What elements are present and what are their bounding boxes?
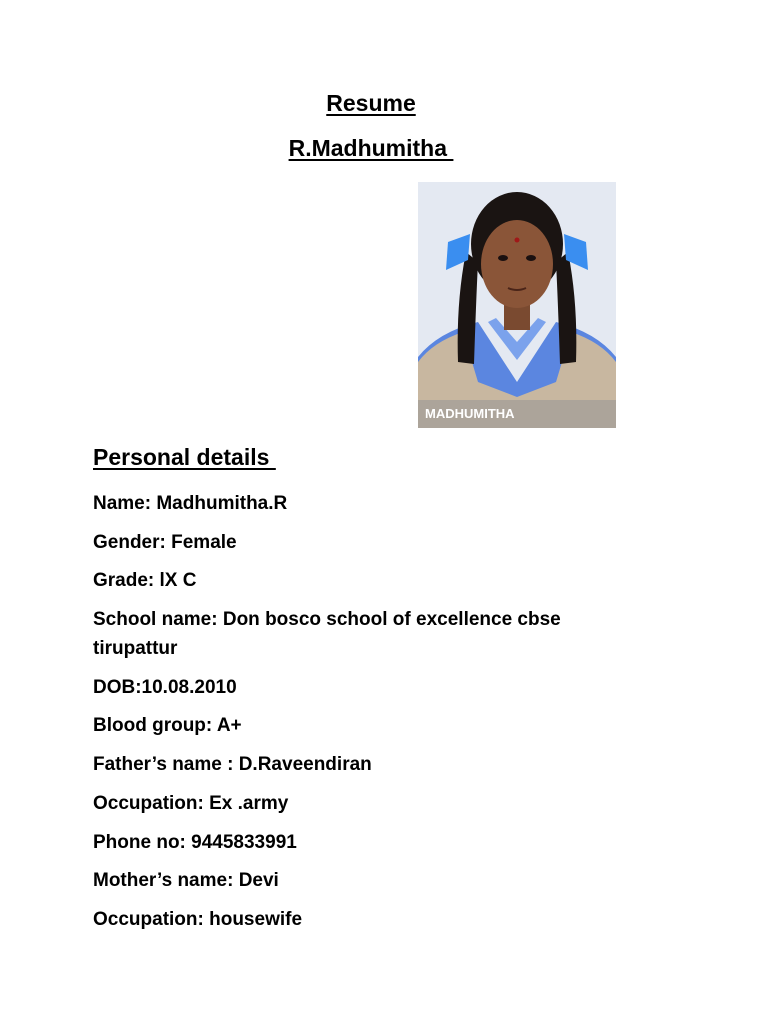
personal-details-list [93, 489, 613, 944]
profile-photo [418, 182, 616, 428]
detail-school-name: School name: Don bosco school of excellence cbse tirupattur [93, 609, 561, 660]
personal-details-heading: Personal details [93, 444, 276, 470]
photo-caption: MADHUMITHA [418, 400, 616, 428]
detail-name: Name: Madhumitha.R [93, 493, 288, 514]
detail-mother-name: Mother’s name: Devi [93, 870, 279, 892]
detail-grade: Grade: lX C [93, 570, 197, 592]
detail-father-occupation: Occupation: Ex .army [93, 792, 289, 814]
detail-dob: DOB:10.08.2010 [93, 676, 237, 698]
document-title: Resume [326, 90, 416, 116]
portrait-illustration [418, 182, 616, 428]
detail-mother-occupation: Occupation: housewife [93, 908, 303, 930]
detail-blood-group: Blood group: A+ [93, 715, 242, 737]
detail-father-name: Father’s name : D.Raveendiran [93, 754, 372, 776]
name-heading: R.Madhumitha [288, 135, 454, 161]
detail-gender: Gender: Female [93, 531, 237, 553]
detail-phone: Phone no: 9445833991 [93, 831, 297, 853]
